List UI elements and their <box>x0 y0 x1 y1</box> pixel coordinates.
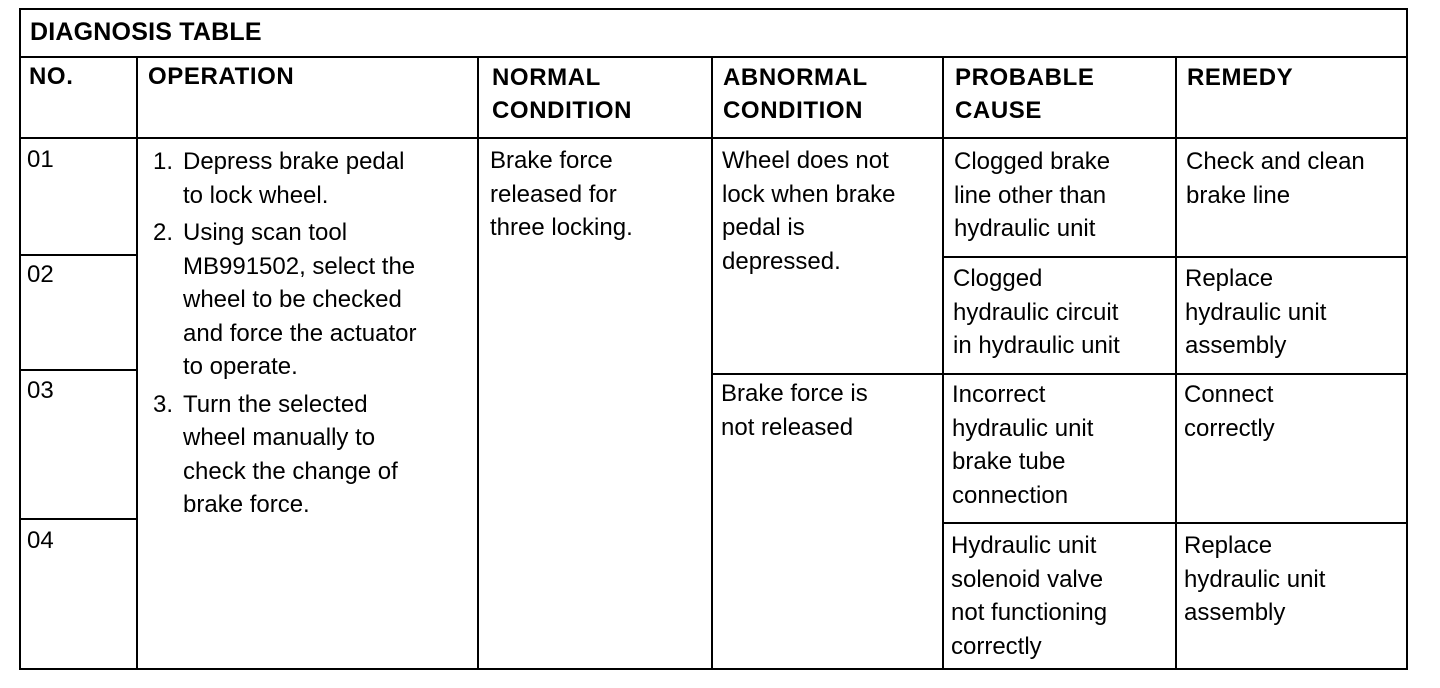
header-operation: OPERATION <box>148 63 295 90</box>
header-no: NO. <box>29 63 74 90</box>
probable-cause-01: Clogged brake line other than hydraulic unit <box>954 148 1111 242</box>
row-divider-abnormal <box>712 373 943 375</box>
probable-cause-02: Clogged hydraulic circuit in hydraulic unit <box>953 265 1120 359</box>
col-divider-no <box>136 58 138 670</box>
abnormal-condition-1: Wheel does not lock when brake pedal is depressed. <box>722 147 896 275</box>
probable-cause-04: Hydraulic unit solenoid valve not functioning correctly <box>951 532 1108 660</box>
col-divider-abnormal <box>942 58 944 670</box>
row-number-03: 03 <box>27 377 54 404</box>
abnormal-condition-2: Brake force is not released <box>721 380 868 441</box>
row-divider-no-2 <box>20 369 137 371</box>
row-divider-cause-1 <box>943 256 1406 258</box>
row-divider-cause-2 <box>943 373 1406 375</box>
col-divider-normal <box>711 58 713 670</box>
operation-steps <box>153 145 473 526</box>
remedy-01: Check and clean brake line <box>1186 148 1365 209</box>
header-probable-cause: PROBABLE CAUSE <box>955 64 1095 124</box>
operation-step-2: 2. Using scan tool MB991502, select the wheel to be checked and force the actuator to operate. <box>153 219 417 380</box>
header-normal-condition: NORMAL CONDITION <box>492 64 633 124</box>
row-number-01: 01 <box>27 146 54 173</box>
col-divider-cause <box>1175 58 1177 670</box>
operation-step-3: 3. Turn the selected wheel manually to check the change of brake force. <box>153 390 398 518</box>
remedy-04: Replace hydraulic unit assembly <box>1184 532 1326 626</box>
row-divider-cause-3 <box>943 522 1406 524</box>
remedy-02: Replace hydraulic unit assembly <box>1185 265 1327 359</box>
operation-step-1: 1. Depress brake pedal to lock wheel. <box>153 148 405 209</box>
row-divider-no-1 <box>20 254 137 256</box>
row-divider-no-3 <box>20 518 137 520</box>
probable-cause-03: Incorrect hydraulic unit brake tube connection <box>952 381 1094 509</box>
remedy-03: Connect correctly <box>1184 381 1275 442</box>
col-divider-operation <box>477 58 479 670</box>
header-divider <box>20 137 1406 139</box>
table-title-bar <box>20 10 1406 58</box>
table-title: DIAGNOSIS TABLE <box>30 18 262 46</box>
header-remedy: REMEDY <box>1187 64 1294 91</box>
normal-condition-text: Brake force released for three locking. <box>490 147 633 241</box>
row-number-02: 02 <box>27 261 54 288</box>
header-abnormal-condition: ABNORMAL CONDITION <box>723 64 868 124</box>
row-number-04: 04 <box>27 527 54 554</box>
